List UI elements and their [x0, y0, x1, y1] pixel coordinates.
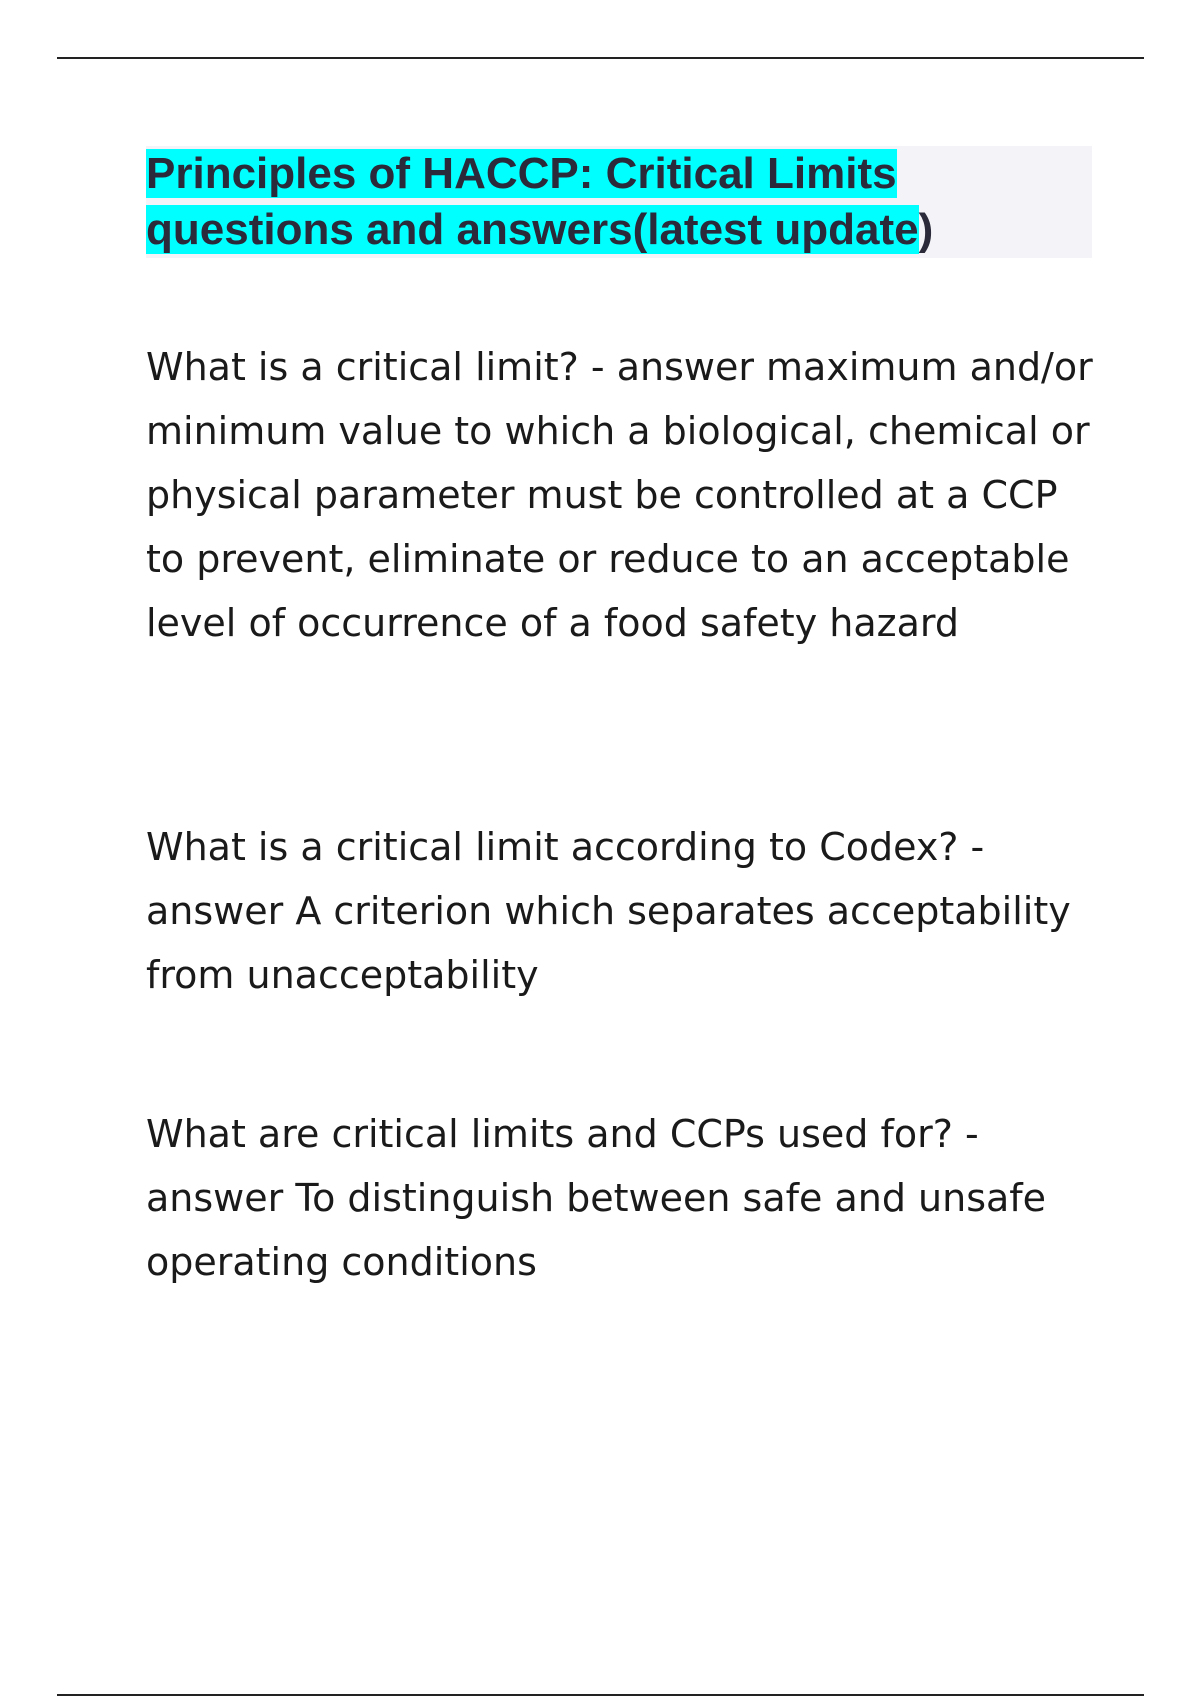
- page-title: [146, 146, 1092, 258]
- qa-item-usage: What are critical limits and CCPs used for? - answer To distinguish between safe and unsafe operating conditions: [146, 1112, 1047, 1284]
- title-line-2-highlighted: questions and answers(latest update: [146, 205, 919, 254]
- qa-item-critical-limit: What is a critical limit? - answer maximum and/or minimum value to which a biological, chemical or physical parameter must be controlled at a CCP to prevent, eliminate or reduce to an acceptable level of occurrence of a food safety hazard: [146, 345, 1093, 645]
- title-line-2-tail: ): [918, 205, 934, 254]
- title-line-1: Principles of HACCP: Critical Limits: [146, 149, 897, 198]
- top-rule: [57, 57, 1144, 59]
- qa-item-codex-definition: What is a critical limit according to Codex? - answer A criterion which separates acceptability from unacceptability: [146, 825, 1071, 997]
- title-block: [146, 146, 1092, 258]
- bottom-rule: [57, 1694, 1144, 1696]
